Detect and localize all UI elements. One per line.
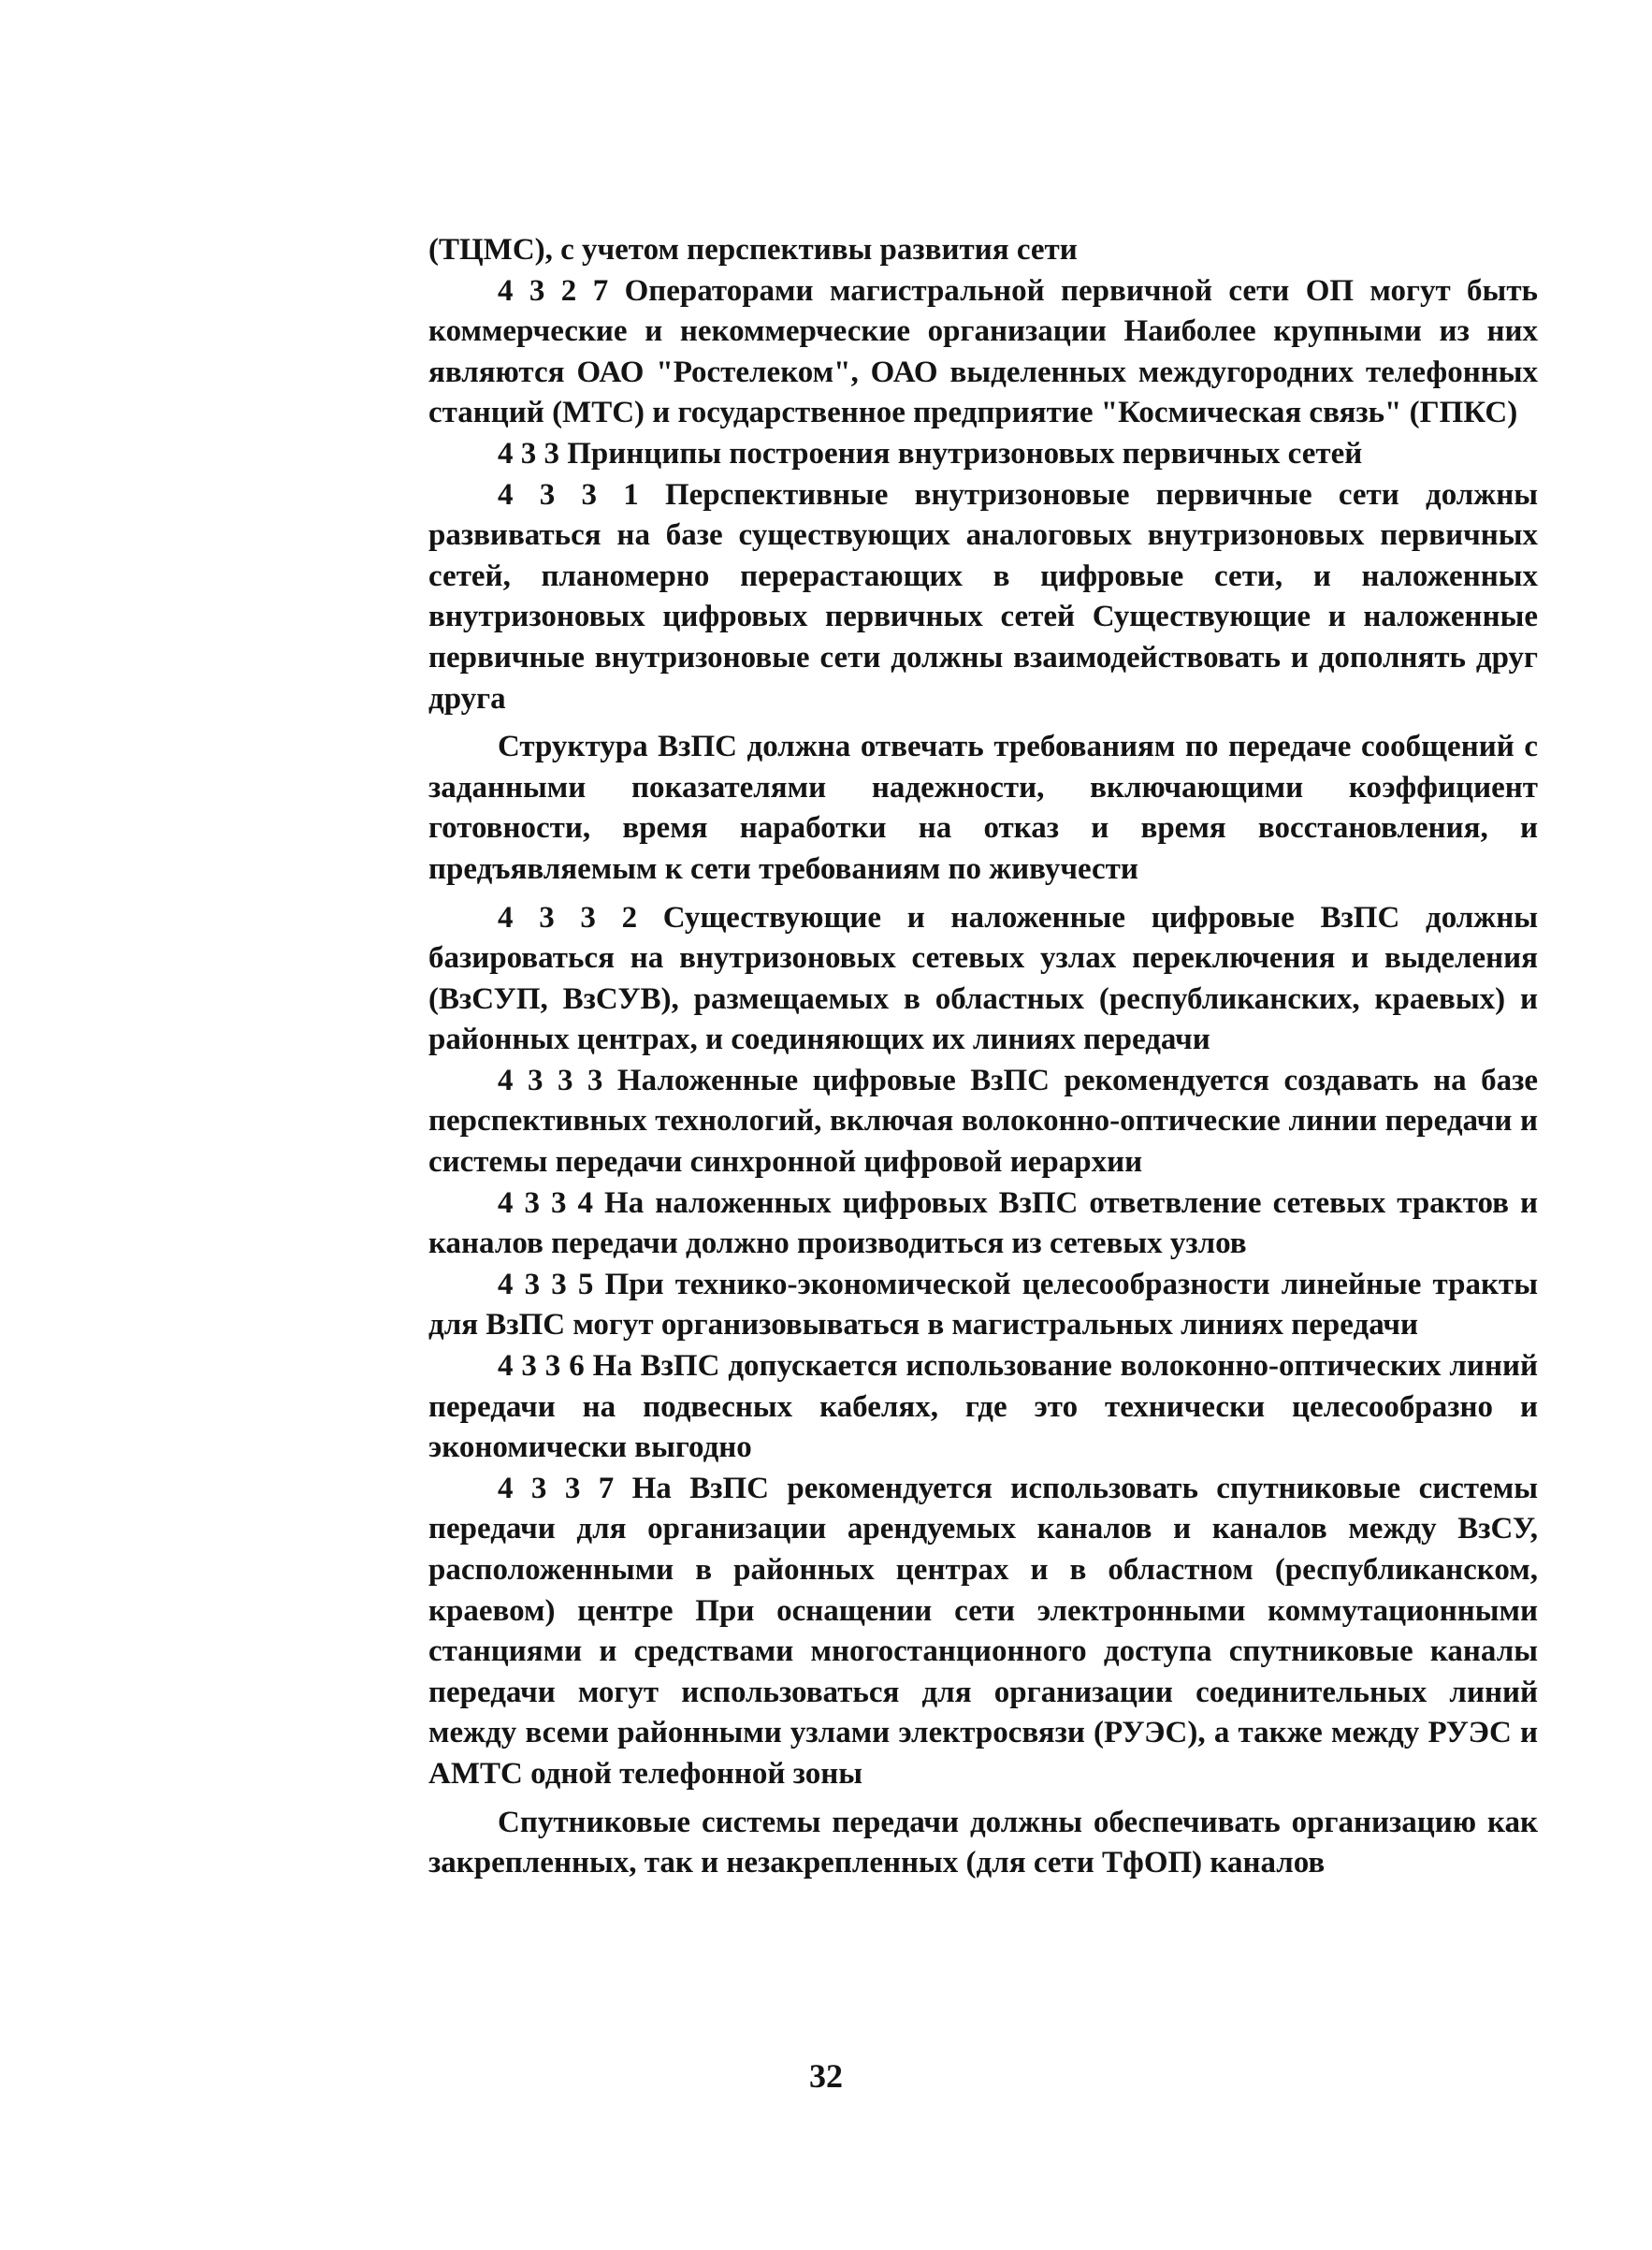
paragraph-4336: 4 3 3 6 На ВзПС допускается использование волоконно-оптических линий передачи на подвесных кабелях, где это технически целесообразно и экономически выгодно (428, 1349, 1538, 1465)
paragraph-4332: 4 3 3 2 Существующие и наложенные цифровые ВзПС должны базироваться на внутризоновых сетевых узлах переключения и выделения (ВзСУП, ВзСУВ), размещаемых в областных (республиканских, краевых) и районных центрах, и соединяющих их линиях передачи (428, 900, 1538, 1057)
paragraph-satellite: Спутниковые системы передачи должны обеспечивать организацию как закрепленных, так и незакрепленных (для сети ТфОП) каналов (428, 1805, 1538, 1880)
paragraph-4335: 4 3 3 5 При технико-экономической целесообразности линейные тракты для ВзПС могут организовываться в магистральных линиях передачи (428, 1267, 1538, 1343)
paragraph-continuation: (ТЦМС), с учетом перспективы развития сети (428, 233, 1078, 267)
paragraph-4327: 4 3 2 7 Операторами магистральной первичной сети ОП могут быть коммерческие и некоммерческие организации Наиболее крупными из них являются ОАО "Ростелеком", ОАО выделенных междугородних телефонных станций (МТС) и государственное предприятие "Космическая связь" (ГПКС) (428, 273, 1538, 430)
paragraph-4333: 4 3 3 3 Наложенные цифровые ВзПС рекомендуется создавать на базе перспективных технологий, включая волоконно-оптические линии передачи и системы передачи синхронной цифровой иерархии (428, 1063, 1538, 1180)
section-heading-433: 4 3 3 Принципы построения внутризоновых первичных сетей (498, 436, 1363, 471)
paragraph-4334: 4 3 3 4 На наложенных цифровых ВзПС ответвление сетевых трактов и каналов передачи должно производиться из сетевых узлов (428, 1185, 1538, 1261)
body-text (428, 230, 1538, 1884)
paragraph-4331: 4 3 3 1 Перспективные внутризоновые первичные сети должны развиваться на базе существующих аналоговых внутризоновых первичных сетей, планомерно перерастающих в цифровые сети, и наложенных внутризоновых цифровых первичных сетей Существующие и наложенные первичные внутризоновые сети должны взаимодействовать и дополнять друг друга (428, 477, 1538, 716)
page-number: 32 (809, 2057, 843, 2095)
paragraph-structure: Структура ВзПС должна отвечать требованиям по передаче сообщений с заданными показателями надежности, включающими коэффициент готовности, время наработки на отказ и время восстановления, и предъявляемым к сети требованиям по живучести (428, 730, 1538, 886)
paragraph-4337: 4 3 3 7 На ВзПС рекомендуется использовать спутниковые системы передачи для организации арендуемых каналов и каналов между ВзСУ, расположенными в районных центрах и в областном (республиканском, краевом) центре При оснащении сети электронными коммутационными станциями и средствами многостанционного доступа спутниковые каналы передачи могут использоваться для организации соединительных линий между всеми районными узлами электросвязи (РУЭС), а также между РУЭС и АМТС одной телефонной зоны (428, 1471, 1538, 1791)
